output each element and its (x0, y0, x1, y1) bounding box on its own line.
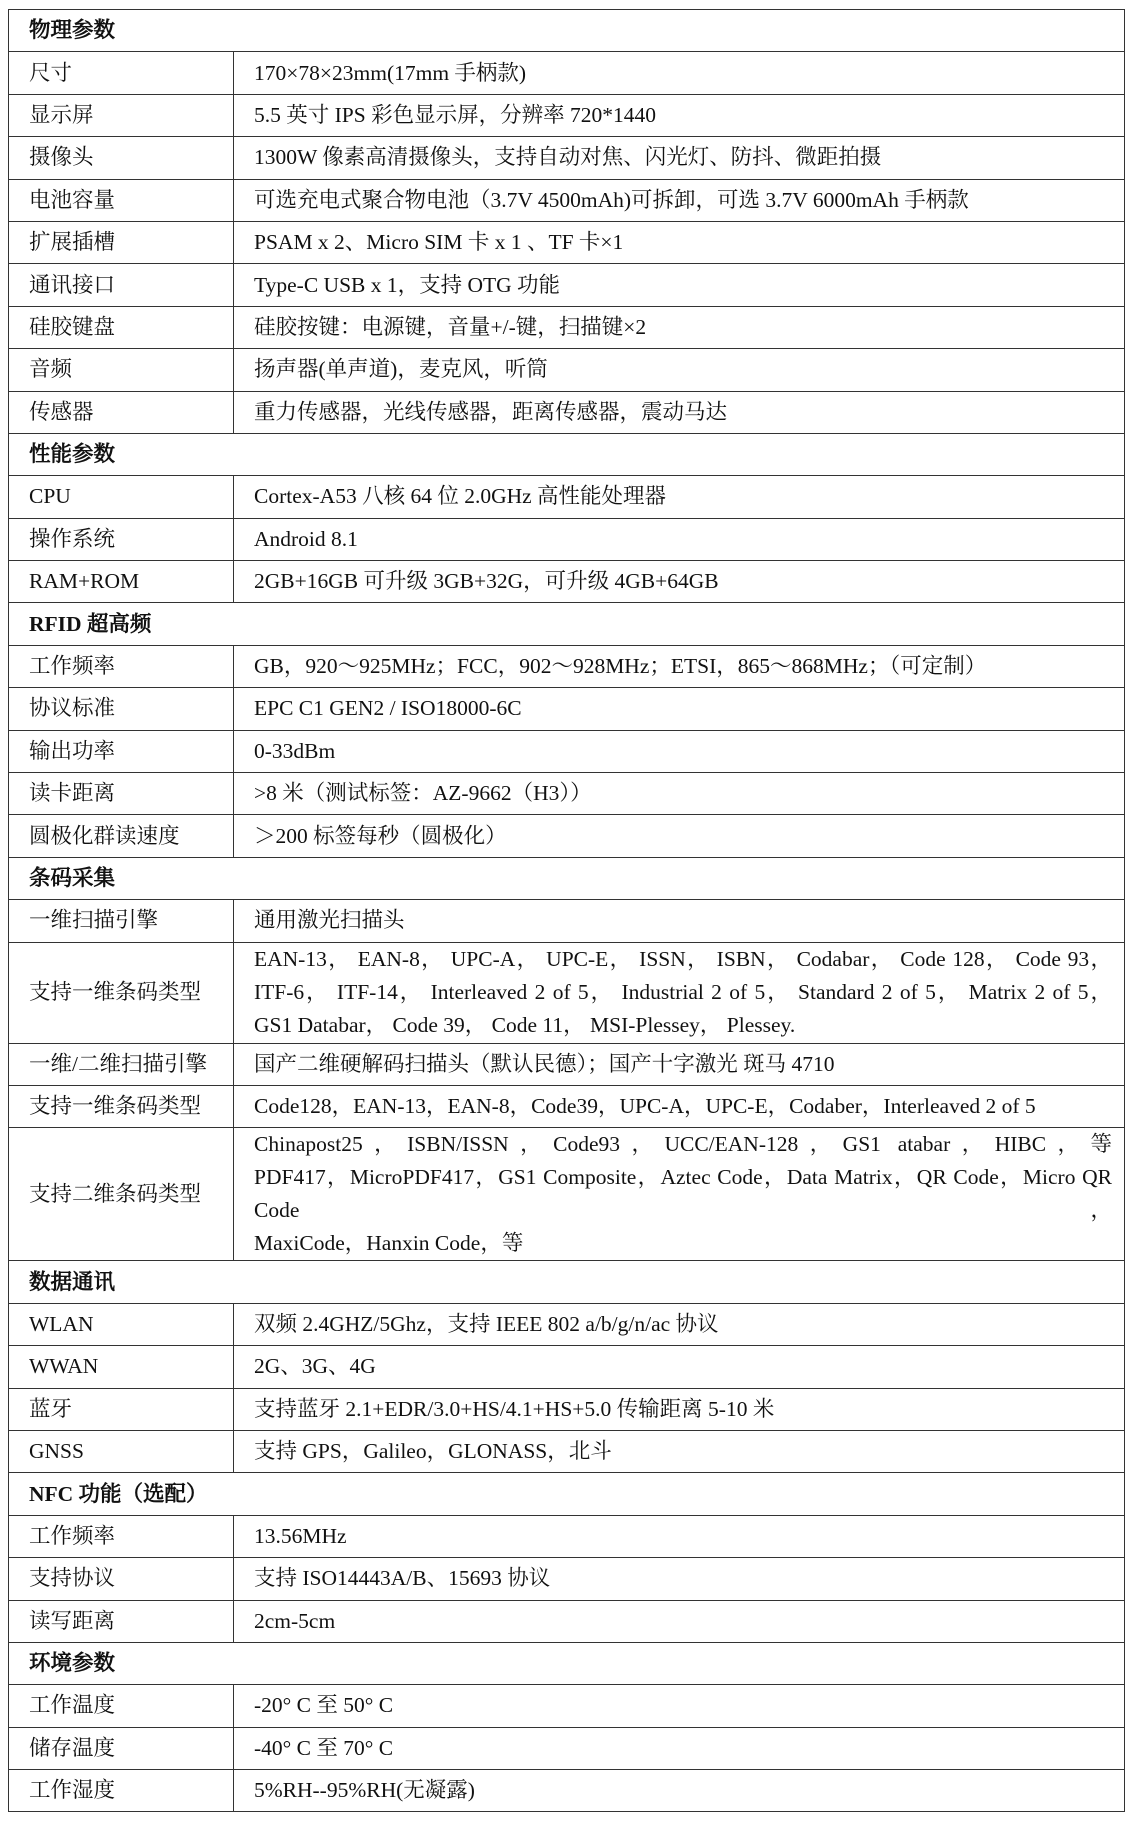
spec-value-line: ITF-6， ITF-14， Interleaved 2 of 5， Industrial 2 of 5， Standard 2 of 5， Matrix 2 of 5， (254, 980, 1113, 1005)
table-row (9, 137, 1125, 179)
spec-label: 尺寸 (9, 52, 234, 94)
table-row (9, 1727, 1125, 1769)
spec-label: 扩展插槽 (9, 221, 234, 263)
spec-value: 双频 2.4GHZ/5Ghz，支持 IEEE 802 a/b/g/n/ac 协议 (234, 1303, 1125, 1345)
table-row (9, 476, 1125, 518)
spec-value: 国产二维硬解码扫描头（默认民德）；国产十字激光 斑马 4710 (234, 1043, 1125, 1085)
spec-label: 读卡距离 (9, 773, 234, 815)
spec-table (8, 9, 1125, 1812)
table-row (9, 900, 1125, 942)
spec-label: WWAN (9, 1346, 234, 1388)
table-row (9, 306, 1125, 348)
spec-label: 圆极化群读速度 (9, 815, 234, 857)
spec-value: Android 8.1 (234, 518, 1125, 560)
section-header (9, 1642, 1125, 1684)
spec-value-line: EAN-13， EAN-8， UPC-A， UPC-E， ISSN， ISBN， Codabar， Code 128， Code 93， (254, 947, 1113, 972)
spec-value: >8 米（测试标签：AZ-9662（H3）） (234, 773, 1125, 815)
section-title: 数据通讯 (9, 1261, 1125, 1303)
spec-value: 5.5 英寸 IPS 彩色显示屏，分辨率 720*1440 (234, 94, 1125, 136)
spec-label: CPU (9, 476, 234, 518)
spec-label: 工作温度 (9, 1685, 234, 1727)
table-row (9, 1558, 1125, 1600)
spec-label: 一维扫描引擎 (9, 900, 234, 942)
spec-value: 170×78×23mm(17mm 手柄款) (234, 52, 1125, 94)
spec-value-line: PDF417，MicroPDF417，GS1 Composite，Aztec Code，Data Matrix，QR Code，Micro QR Code， (254, 1165, 1113, 1223)
spec-value: PSAM x 2、Micro SIM 卡 x 1 、TF 卡×1 (234, 221, 1125, 263)
table-row (9, 1043, 1125, 1085)
section-header (9, 1473, 1125, 1515)
spec-value-line: Chinapost25，ISBN/ISSN，Code93，UCC/EAN-128，GS1 atabar，HIBC，等 (254, 1132, 1113, 1157)
section-title: NFC 功能（选配） (9, 1473, 1125, 1515)
table-row (9, 561, 1125, 603)
table-row (9, 645, 1125, 687)
spec-value: 1300W 像素高清摄像头，支持自动对焦、闪光灯、防抖、微距拍摄 (234, 137, 1125, 179)
section-title: 物理参数 (9, 10, 1125, 52)
table-row (9, 391, 1125, 433)
table-row (9, 221, 1125, 263)
spec-label: 蓝牙 (9, 1388, 234, 1430)
spec-label: 通讯接口 (9, 264, 234, 306)
spec-value: 支持 ISO14443A/B、15693 协议 (234, 1558, 1125, 1600)
spec-label: 支持协议 (9, 1558, 234, 1600)
table-row (9, 518, 1125, 560)
spec-label: 支持二维条码类型 (9, 1128, 234, 1261)
spec-value: 支持 GPS，Galileo，GLONASS，北斗 (234, 1430, 1125, 1472)
spec-label: 显示屏 (9, 94, 234, 136)
spec-value (234, 942, 1125, 1043)
spec-value-line: GS1 Databar， Code 39， Code 11， MSI-Plessey， Plessey. (254, 1013, 796, 1038)
spec-label: 工作频率 (9, 1515, 234, 1557)
spec-value: 13.56MHz (234, 1515, 1125, 1557)
table-row (9, 1770, 1125, 1812)
spec-value: 通用激光扫描头 (234, 900, 1125, 942)
spec-label: GNSS (9, 1430, 234, 1472)
spec-label: 支持一维条码类型 (9, 1085, 234, 1127)
spec-label: 硅胶键盘 (9, 306, 234, 348)
table-row (9, 1515, 1125, 1557)
table-row (9, 942, 1125, 1043)
table-row (9, 688, 1125, 730)
table-row (9, 1303, 1125, 1345)
spec-value (234, 1128, 1125, 1261)
spec-value: Cortex-A53 八核 64 位 2.0GHz 高性能处理器 (234, 476, 1125, 518)
table-row (9, 1600, 1125, 1642)
table-row (9, 773, 1125, 815)
spec-label: 支持一维条码类型 (9, 942, 234, 1043)
spec-label: 音频 (9, 349, 234, 391)
table-row (9, 52, 1125, 94)
spec-value: GB，920～925MHz；FCC，902～928MHz；ETSI，865～868MHz；（可定制） (234, 645, 1125, 687)
section-title: 条码采集 (9, 857, 1125, 899)
table-row (9, 94, 1125, 136)
section-header (9, 1261, 1125, 1303)
spec-label: WLAN (9, 1303, 234, 1345)
spec-value: 2GB+16GB 可升级 3GB+32G，可升级 4GB+64GB (234, 561, 1125, 603)
spec-label: 操作系统 (9, 518, 234, 560)
section-header (9, 10, 1125, 52)
spec-value-line: MaxiCode，Hanxin Code，等 (254, 1231, 524, 1256)
table-row (9, 1346, 1125, 1388)
spec-label: 一维/二维扫描引擎 (9, 1043, 234, 1085)
table-row (9, 730, 1125, 772)
spec-label: 摄像头 (9, 137, 234, 179)
spec-value: -40° C 至 70° C (234, 1727, 1125, 1769)
spec-value: Type-C USB x 1，支持 OTG 功能 (234, 264, 1125, 306)
table-row (9, 1085, 1125, 1127)
spec-value: -20° C 至 50° C (234, 1685, 1125, 1727)
section-header (9, 433, 1125, 475)
spec-value: 可选充电式聚合物电池（3.7V 4500mAh)可拆卸，可选 3.7V 6000mAh 手柄款 (234, 179, 1125, 221)
spec-label: 工作湿度 (9, 1770, 234, 1812)
spec-label: 输出功率 (9, 730, 234, 772)
spec-label: 工作频率 (9, 645, 234, 687)
table-row (9, 1685, 1125, 1727)
spec-value: ＞200 标签每秒（圆极化） (234, 815, 1125, 857)
table-row (9, 1128, 1125, 1261)
spec-label: 传感器 (9, 391, 234, 433)
spec-value: 硅胶按键：电源键，音量+/-键，扫描键×2 (234, 306, 1125, 348)
spec-value: 2cm-5cm (234, 1600, 1125, 1642)
section-title: 环境参数 (9, 1642, 1125, 1684)
section-title: RFID 超高频 (9, 603, 1125, 645)
spec-value: Code128，EAN-13，EAN-8，Code39，UPC-A，UPC-E，Codaber，Interleaved 2 of 5 (234, 1085, 1125, 1127)
spec-label: RAM+ROM (9, 561, 234, 603)
spec-value: 重力传感器，光线传感器，距离传感器，震动马达 (234, 391, 1125, 433)
spec-value: EPC C1 GEN2 / ISO18000-6C (234, 688, 1125, 730)
spec-label: 读写距离 (9, 1600, 234, 1642)
table-row (9, 179, 1125, 221)
table-row (9, 815, 1125, 857)
section-header (9, 857, 1125, 899)
spec-value: 0-33dBm (234, 730, 1125, 772)
spec-label: 协议标准 (9, 688, 234, 730)
spec-value: 5%RH--95%RH(无凝露) (234, 1770, 1125, 1812)
section-title: 性能参数 (9, 433, 1125, 475)
spec-value: 支持蓝牙 2.1+EDR/3.0+HS/4.1+HS+5.0 传输距离 5-10 米 (234, 1388, 1125, 1430)
spec-label: 储存温度 (9, 1727, 234, 1769)
spec-value: 扬声器(单声道)，麦克风，听筒 (234, 349, 1125, 391)
spec-value: 2G、3G、4G (234, 1346, 1125, 1388)
table-row (9, 1430, 1125, 1472)
table-row (9, 349, 1125, 391)
table-row (9, 264, 1125, 306)
section-header (9, 603, 1125, 645)
spec-label: 电池容量 (9, 179, 234, 221)
table-row (9, 1388, 1125, 1430)
